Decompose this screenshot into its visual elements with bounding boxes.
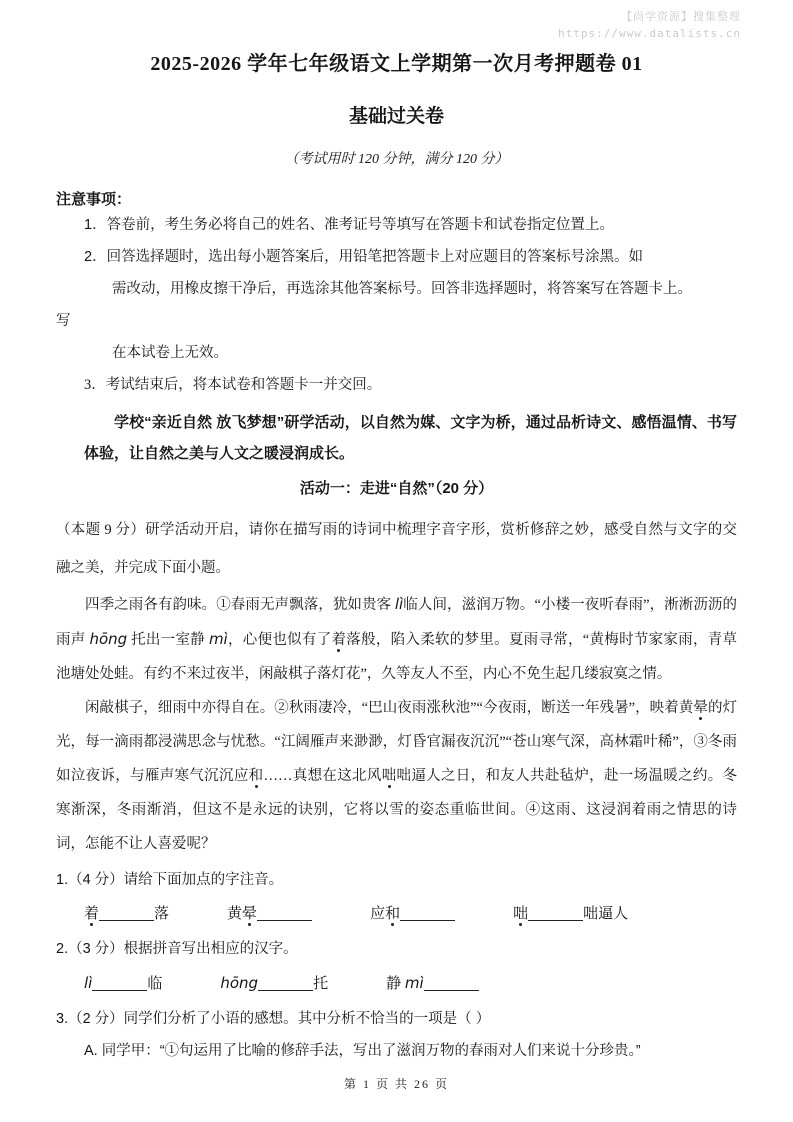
notice-line: 3．考试结束后，将本试卷和答题卡一并交回。 (84, 377, 382, 393)
passage-paragraph-2 (56, 691, 737, 861)
pinyin-text: hōng (220, 974, 259, 992)
emphasized-char: 咄 (513, 906, 529, 922)
question-1-answer-row (56, 898, 737, 930)
emphasized-char: 和 (248, 768, 264, 784)
text-run: 咄逼人之日，和友人共赴毡炉，赴一场温暖之约。冬寒渐深，冬雨渐消，但这不是永远的诀别，它将以雪的姿态重临世间。④这雨、这浸润着雨之情思的诗词，怎能不让人喜爱呢？ (56, 768, 738, 852)
answer-item (227, 898, 312, 930)
answer-blank (400, 905, 455, 921)
pinyin-text: hōng (89, 630, 128, 648)
question-2-answer-row (56, 967, 737, 1000)
notice-line: 在本试卷上无效。 (112, 345, 228, 361)
text-run: ，心便也似有了 (227, 632, 332, 648)
emphasized-char: 咄 (381, 768, 397, 784)
answer-blank (528, 905, 583, 921)
activity-intro: 学校“亲近自然 放飞梦想”研学活动，以自然为媒、文字为桥，通过品析诗文、感悟温情、书写体验，让自然之美与人文之暖浸润成长。 (84, 414, 737, 462)
answer-blank (424, 975, 479, 991)
text-run: 闲敲棋子，细雨中亦得自在。②秋雨凄冷，“巴山夜雨涨秋池”“今夜雨，断送一年残暑”，映着黄 (85, 700, 694, 716)
watermark-source: 【尚学资源】搜集整理 (621, 10, 741, 23)
notice-line: 2．回答选择题时，选出每小题答案后，用铅笔把答题卡上对应题目的答案标号涂黑。如 (84, 249, 644, 265)
question-2-stem: 2.（3 分）根据拼音写出相应的汉字。 (56, 941, 298, 957)
answer-item (84, 898, 169, 930)
answer-blank (257, 905, 312, 921)
text-run: 的灯光，每一滴雨都浸满思念与忧愁。“江阔雁声来渺渺，灯昏官漏夜沉沉”“苍山寒气深，高林霜叶稀”，③冬雨如泣夜诉，与雁声寒气沉沉应 (56, 700, 737, 784)
reading-passage (56, 587, 737, 861)
question-1 (56, 864, 737, 930)
answer-item (370, 898, 455, 930)
exam-subtitle: 基础过关卷 (348, 106, 444, 127)
answer-blank (92, 975, 147, 991)
pinyin-text: mì (208, 630, 228, 648)
emphasized-char: 着 (84, 906, 100, 922)
emphasized-char: 晕 (693, 700, 708, 716)
emphasized-char: 着 (331, 632, 347, 648)
question-2 (56, 933, 737, 1000)
question-3-stem: 3.（2 分）同学们分析了小语的感想。其中分析不恰当的一项是（ ） (56, 1011, 491, 1027)
answer-item (513, 898, 628, 930)
task-intro: （本题 9 分）研学活动开启，请你在描写雨的诗词中梳理字音字形，赏析修辞之妙，感受自然与文字的交融之美，并完成下面小题。 (56, 522, 737, 576)
text-run: 临 (147, 976, 163, 992)
watermark-url: https://www.datalists.cn (558, 27, 741, 40)
answer-blank (99, 905, 154, 921)
notice-line: 写 (56, 313, 71, 329)
pinyin-text: lì (84, 974, 93, 992)
question-3 (56, 1003, 737, 1068)
emphasized-char: 晕 (242, 906, 258, 922)
text-run: 应 (370, 906, 386, 922)
pinyin-text: mì (404, 974, 424, 992)
notice-list (56, 209, 737, 401)
page-title: 2025-2026 学年七年级语文上学期第一次月考押题卷 01 (150, 53, 643, 75)
text-run: 落 (154, 906, 170, 922)
answer-item (220, 967, 328, 1000)
notice-line: 需改动，用橡皮擦干净后，再选涂其他答案标号。回答非选择题时，将答案写在答题卡上。 (112, 281, 692, 297)
exam-info: （考试用时 120 分钟，满分 120 分） (284, 152, 509, 167)
text-run: 托出一室静 (127, 632, 209, 648)
text-run: 静 (386, 976, 405, 992)
passage-paragraph-1 (56, 587, 737, 691)
text-run: 黄 (227, 906, 243, 922)
answer-item (84, 967, 162, 1000)
text-run: 临人间，滋润万物。“小楼一夜听春雨”，淅淅沥沥的雨声 (56, 597, 737, 648)
emphasized-char: 和 (385, 906, 401, 922)
page-content (0, 47, 793, 1068)
question-1-stem: 1.（4 分）请给下面加点的字注音。 (56, 872, 284, 888)
text-run: 四季之雨各有韵味。①春雨无声飘落，犹如贵客 (85, 597, 395, 613)
text-run: 咄逼人 (583, 906, 629, 922)
text-run: 托 (313, 976, 329, 992)
text-run: ……真想在这北风 (263, 768, 382, 784)
answer-item (386, 967, 479, 1000)
text-run: 落般，陷入柔软的梦里。夏雨寻常，“黄梅时节家家雨，青草池塘处处蛙。有约不来过夜半，闲敲棋子落灯花”，久等友人不至，内心不免生起几缕寂寞之情。 (56, 632, 738, 682)
notice-heading: 注意事项： (56, 191, 132, 208)
notice-line: 1．答卷前，考生务必将自己的姓名、准考证号等填写在答题卡和试卷指定位置上。 (84, 217, 615, 233)
page-number: 第 1 页 共 26 页 (343, 1077, 449, 1091)
pinyin-text: lì (394, 595, 404, 613)
watermark (558, 8, 741, 42)
answer-blank (258, 975, 313, 991)
question-3-options (56, 1035, 737, 1068)
activity-heading: 活动一：走进“自然”（20 分） (299, 480, 494, 497)
option-a: A. 同学甲：“①句运用了比喻的修辞手法，写出了滋润万物的春雨对人们来说十分珍贵。” (84, 1043, 641, 1059)
